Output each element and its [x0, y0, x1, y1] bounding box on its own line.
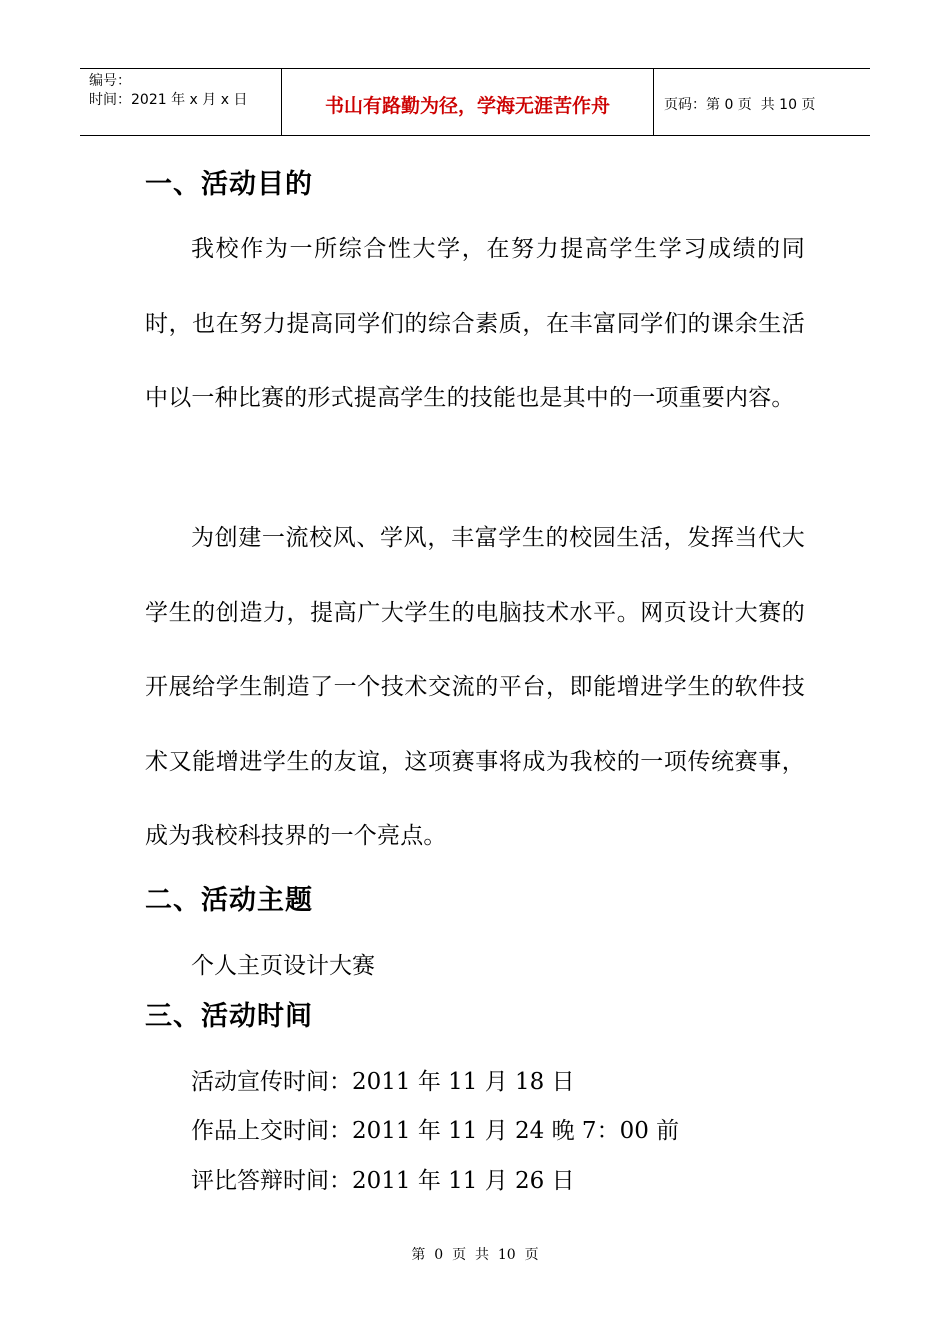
header-page-info: 页码：第 0 页 共 10 页 [664, 97, 816, 113]
time-line-judging: 评比答辩时间：2011 年 11 月 26 日 [191, 1168, 575, 1194]
time-line-promotion: 活动宣传时间：2011 年 11 月 18 日 [191, 1069, 575, 1095]
date-label: 时间：2021 年 x 月 x 日 [89, 92, 248, 108]
section-heading-time: 三、活动时间 [145, 1001, 313, 1032]
theme-line: 个人主页设计大赛 [191, 953, 375, 979]
document-header [80, 68, 870, 136]
serial-number-label: 编号： [89, 73, 131, 89]
section-heading-purpose: 一、活动目的 [145, 169, 313, 200]
header-motto: 书山有路勤为径，学海无涯苦作舟 [282, 69, 654, 135]
time-line-submission: 作品上交时间：2011 年 11 月 24 晚 7：00 前 [191, 1118, 680, 1144]
header-page-info-cell [654, 69, 870, 135]
section-heading-theme: 二、活动主题 [145, 885, 313, 916]
purpose-paragraph-2: 为创建一流校风、学风，丰富学生的校园生活，发挥当代大学生的创造力，提高广大学生的电脑技术水平。网页设计大赛的开展给学生制造了一个技术交流的平台，即能增进学生的软件技术又能增进学生的友谊，这项赛事将成为我校的一项传统赛事，成为我校科技界的一个亮点。 [145, 525, 805, 849]
header-meta-cell [80, 69, 282, 135]
purpose-paragraph-1: 我校作为一所综合性大学，在努力提高学生学习成绩的同时，也在努力提高同学们的综合素质，在丰富同学们的课余生活中以一种比赛的形式提高学生的技能也是其中的一项重要内容。 [145, 236, 805, 411]
page-footer: 第 0 页 共 10 页 [411, 1247, 539, 1263]
